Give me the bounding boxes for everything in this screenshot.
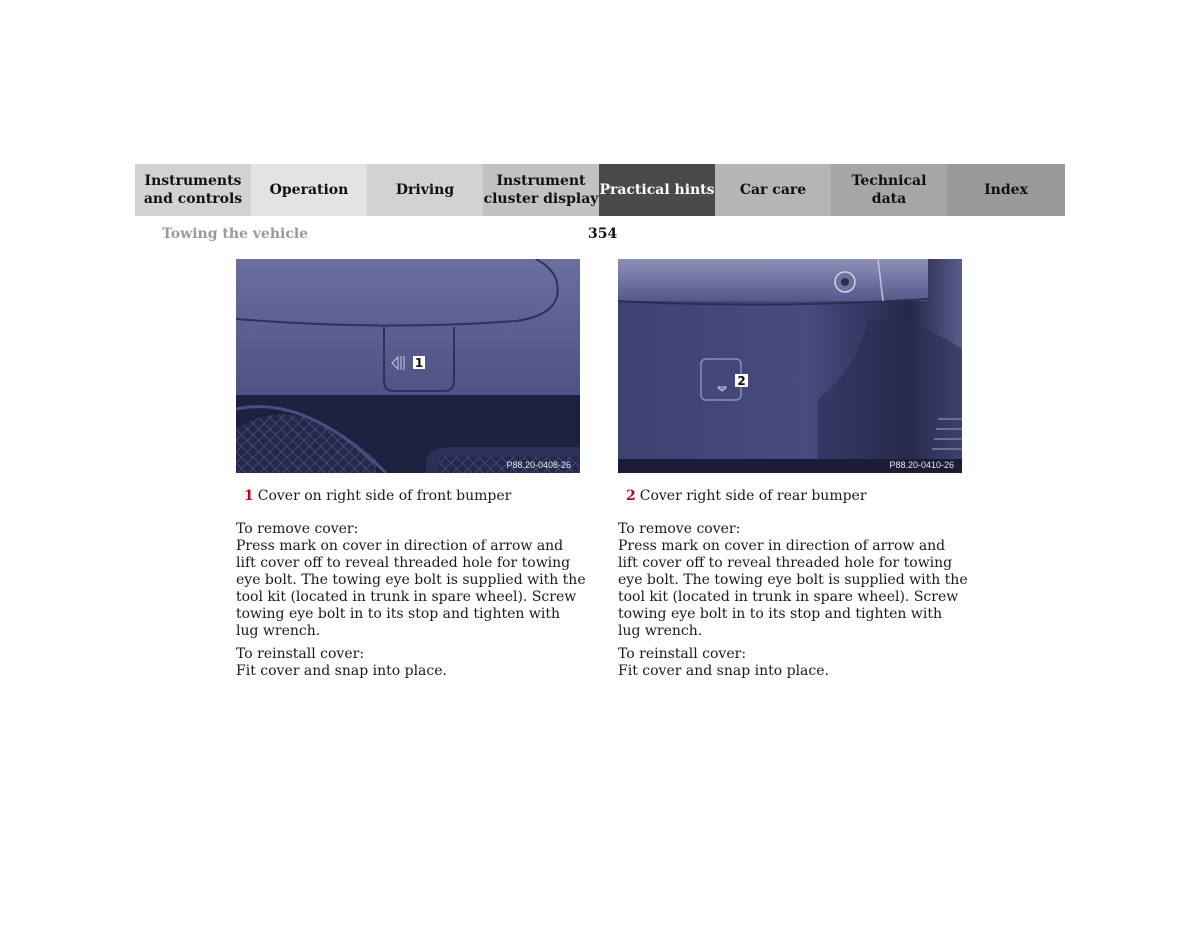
tab-technical-data[interactable]: Technical data bbox=[831, 164, 947, 216]
caption-rear-bumper bbox=[618, 488, 867, 504]
figure-code: P88.20-0408-26 bbox=[506, 460, 571, 470]
tab-driving[interactable]: Driving bbox=[367, 164, 483, 216]
tab-operation[interactable]: Operation bbox=[251, 164, 367, 216]
chapter-tabs bbox=[135, 164, 1065, 216]
tab-practical-hints[interactable]: Practical hints bbox=[599, 164, 715, 216]
reinstall-text: Fit cover and snap into place. bbox=[618, 663, 829, 679]
reinstall-heading: To reinstall cover: bbox=[618, 646, 747, 662]
front-bumper-figure bbox=[236, 259, 580, 473]
caption-text: Cover right side of rear bumper bbox=[639, 488, 867, 504]
caption-number: 1 bbox=[244, 488, 254, 504]
page-number: 354 bbox=[588, 226, 618, 242]
reinstall-heading: To reinstall cover: bbox=[236, 646, 365, 662]
figure-marker-1: 1 bbox=[414, 356, 424, 370]
remove-heading: To remove cover: bbox=[236, 521, 359, 537]
tab-index[interactable]: Index bbox=[947, 164, 1065, 216]
figure-marker-2: 2 bbox=[737, 374, 746, 388]
caption-front-bumper bbox=[236, 488, 511, 504]
caption-number: 2 bbox=[626, 488, 636, 504]
remove-text: Press mark on cover in direction of arrow and lift cover off to reveal threaded hole for towing eye bolt. The towing eye bolt is supplied with the tool kit (located in trunk in spare wheel). Screw towing eye bolt in to its stop and tighten with lug wrench. bbox=[236, 538, 586, 639]
instructions-rear bbox=[618, 521, 968, 686]
rear-bumper-figure bbox=[618, 259, 962, 473]
section-title: Towing the vehicle bbox=[162, 226, 309, 242]
tab-car-care[interactable]: Car care bbox=[715, 164, 831, 216]
figure-code: P88.20-0410-26 bbox=[889, 460, 954, 470]
reinstall-text: Fit cover and snap into place. bbox=[236, 663, 447, 679]
tab-instrument-cluster-display[interactable]: Instrument cluster display bbox=[483, 164, 599, 216]
caption-text: Cover on right side of front bumper bbox=[257, 488, 512, 504]
instructions-front bbox=[236, 521, 586, 686]
tab-instruments-and-controls[interactable]: Instruments and controls bbox=[135, 164, 251, 216]
remove-heading: To remove cover: bbox=[618, 521, 741, 537]
remove-text: Press mark on cover in direction of arrow and lift cover off to reveal threaded hole for towing eye bolt. The towing eye bolt is supplied with the tool kit (located in trunk in spare wheel). Screw towing eye bolt in to its stop and tighten with lug wrench. bbox=[618, 538, 968, 639]
